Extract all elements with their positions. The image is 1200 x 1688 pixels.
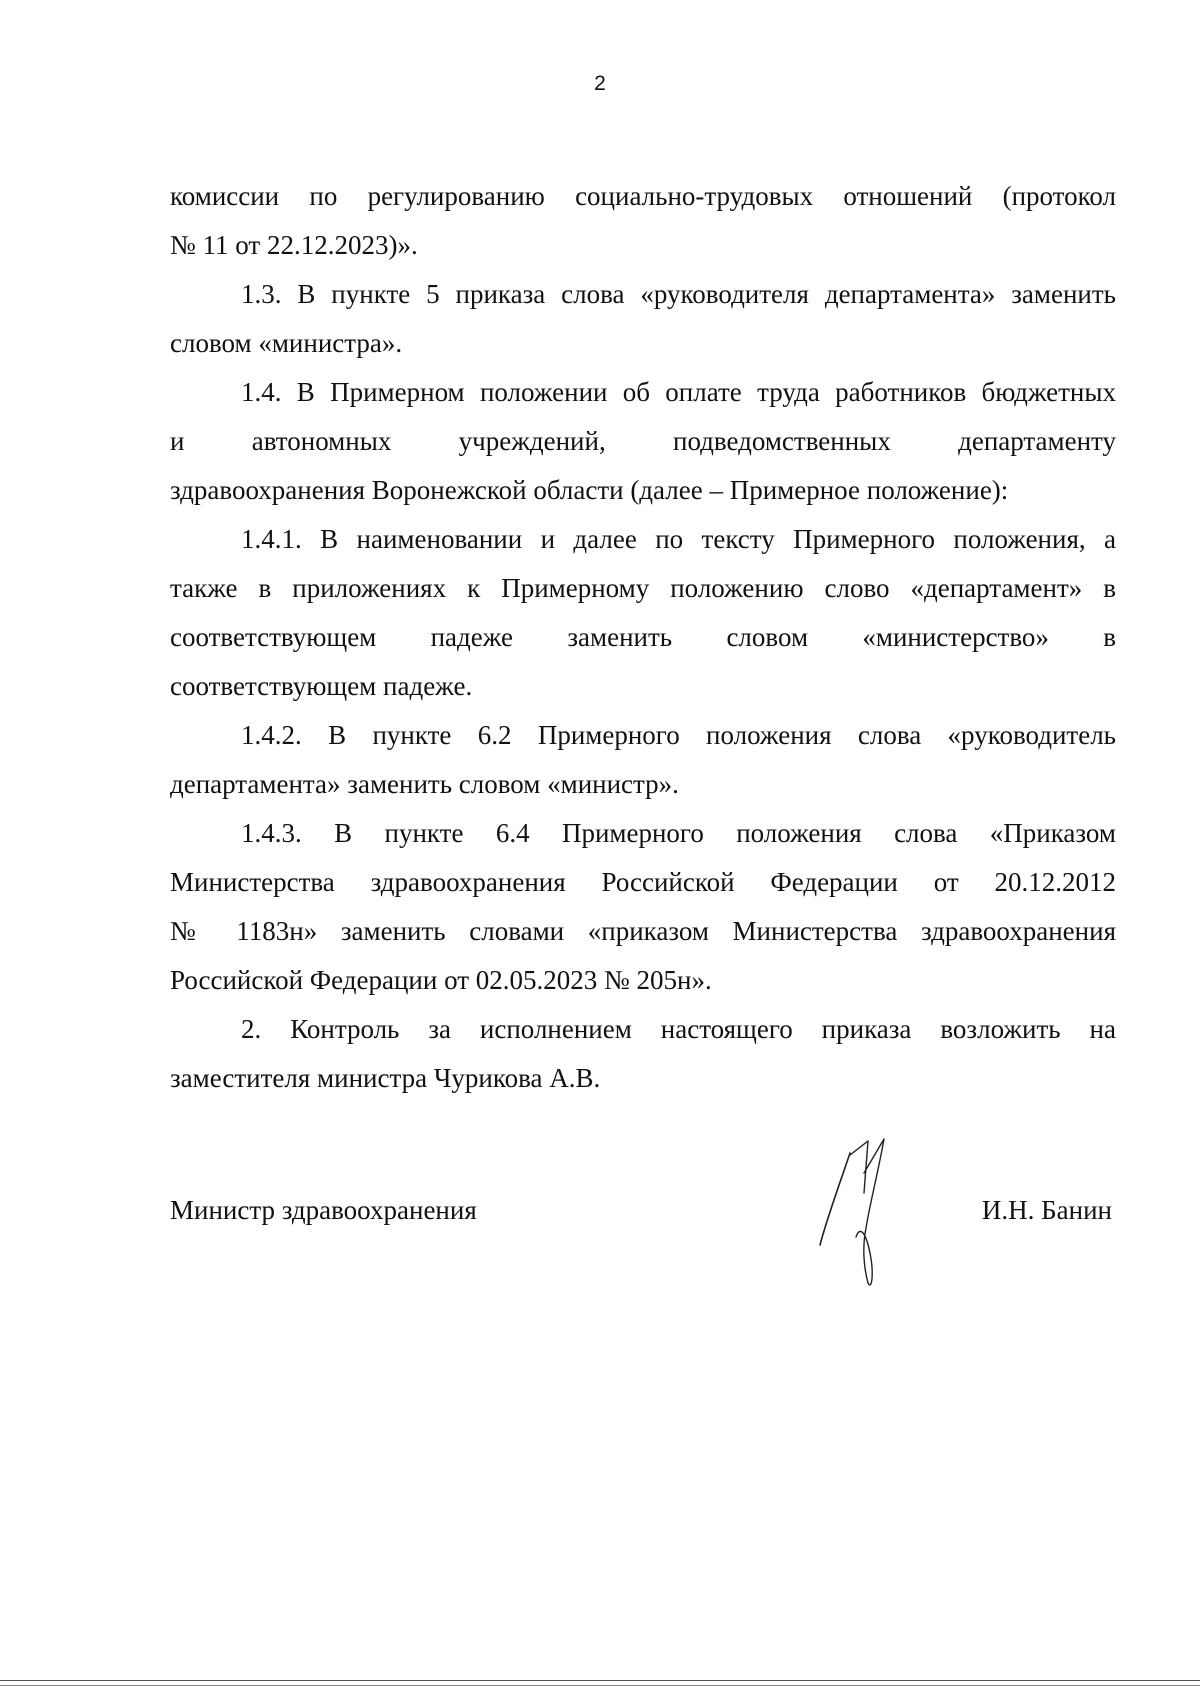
page-bottom-edge (0, 1680, 1200, 1686)
page-number: 2 (594, 72, 606, 95)
text-line: комиссии по регулированию социально-трудовых отношений (протокол (170, 181, 1116, 211)
paragraph-1-4 (170, 368, 1116, 515)
signatory-name: И.Н. Банин (981, 1195, 1112, 1225)
paragraph-1-4-3 (170, 809, 1116, 1005)
text-line: словом «министра». (170, 328, 403, 358)
text-line: 1.4.2. В пункте 6.2 Примерного положения слова «руководитель (241, 720, 1116, 750)
text-line: соответствующем падеже заменить словом «министерство» в (170, 622, 1116, 652)
document-body (170, 172, 1116, 1103)
text-line: 1.3. В пункте 5 приказа слова «руководителя департамента» заменить (241, 279, 1116, 309)
text-line: 1.4. В Примерном положении об оплате труда работников бюджетных (241, 377, 1116, 407)
text-line: заместителя министра Чурикова А.В. (170, 1063, 601, 1093)
text-line: № 11 от 22.12.2023)». (170, 230, 418, 260)
text-line: также в приложениях к Примерному положению слово «департамент» в (170, 573, 1116, 603)
paragraph-1-4-2 (170, 711, 1116, 809)
handwritten-signature (812, 1133, 912, 1293)
paragraph-continuation (170, 172, 1116, 270)
text-line: и автономных учреждений, подведомственных департаменту (170, 426, 1116, 456)
paragraph-1-4-1 (170, 515, 1116, 711)
text-line: № 1183н» заменить словами «приказом Министерства здравоохранения (170, 916, 1116, 946)
text-line: департамента» заменить словом «министр». (170, 769, 679, 799)
text-line: Министерства здравоохранения Российской Федерации от 20.12.2012 (170, 867, 1116, 897)
text-line: Российской Федерации от 02.05.2023 № 205н». (170, 965, 712, 995)
signatory-position: Министр здравоохранения (170, 1195, 477, 1225)
paragraph-2 (170, 1005, 1116, 1103)
paragraph-1-3 (170, 270, 1116, 368)
text-line: 1.4.3. В пункте 6.4 Примерного положения слова «Приказом (241, 818, 1116, 848)
text-line: 1.4.1. В наименовании и далее по тексту Примерного положения, а (241, 524, 1116, 554)
text-line: 2. Контроль за исполнением настоящего приказа возложить на (241, 1014, 1116, 1044)
text-line: здравоохранения Воронежской области (далее – Примерное положение): (170, 475, 1009, 505)
text-line: соответствующем падеже. (170, 671, 473, 701)
